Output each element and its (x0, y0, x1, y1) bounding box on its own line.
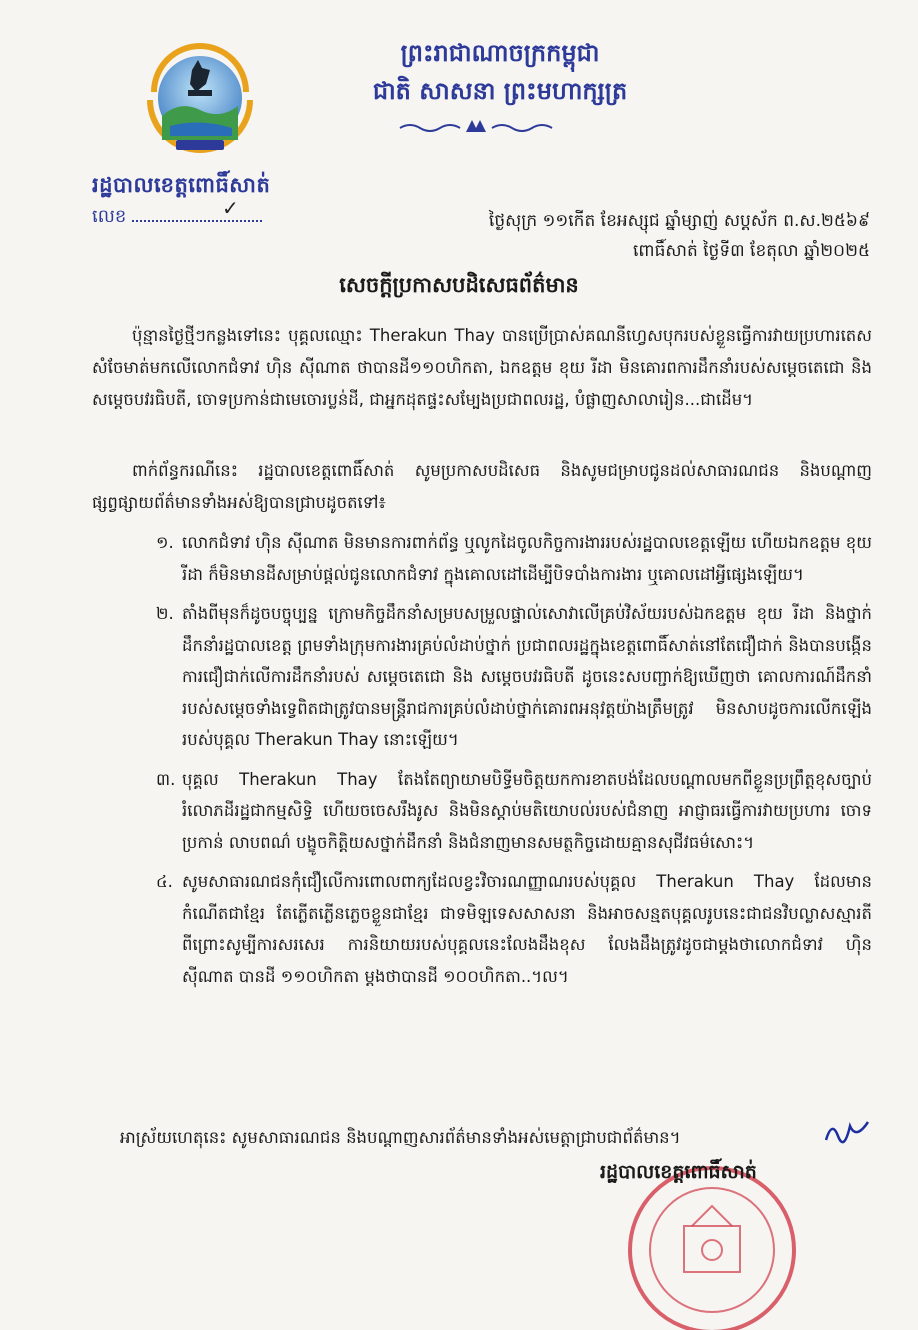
handwritten-checkmark: ✓ (222, 196, 239, 220)
lunar-date: ថ្ងៃសុក្រ ១១កើត ខែអស្សុជ ឆ្នាំម្សាញ់ សប្តស័ក ព.ស.២៥៦៩ (488, 211, 870, 231)
ornament-divider-icon (396, 118, 556, 136)
signing-authority: រដ្ឋបាលខេត្តពោធិ៍សាត់ (600, 1161, 757, 1183)
list-item (92, 764, 872, 859)
list-item-number: ២. (156, 604, 174, 623)
list-item-text: បុគ្គល Therakun Thay តែងតែព្យាយាមបិទ្ធីមចិត្តយកការខាតបង់ដែលបណ្តាលមកពីខ្លួនប្រព្រឹត្តខុសច្បាប់រំលោភដីរដ្ឋជាកម្មសិទ្ធិ ហើយចចេសរឹងរូស និងមិនស្តាប់មតិយោបល់របស់ជំនាញ អាជ្ញាធរធ្វើការវាយប្រហារ ចោទប្រកាន់ លាបពណ៌ បង្ខូចកិត្តិយសថ្នាក់ដឹកនាំ និងជំនាញមានសមត្ថកិច្ចដោយគ្មានសុជីវធម៌សោះ។ (182, 769, 872, 852)
reference-number (92, 196, 262, 231)
national-motto: ជាតិ សាសនា ព្រះមហាក្សត្រ (372, 77, 628, 105)
list-item-text: សូមសាធារណជនកុំជឿលើការពោលពាក្យដែលខ្វះវិចារណញ្ញាណរបស់បុគ្គល Therakun Thay ដែលមានកំណើតជាខ្មែរ តែភ្លើតភ្លើនភ្លេចខ្លួនជាខ្មែរ ជាទមិឡទេសសាសនា និងអាចសន្មតបុគ្គលរូបនេះជាជនវិបល្លាសស្មារតី ពីព្រោះសូម្បីការសរសេរ ការនិយាយរបស់បុគ្គលនេះលែងដឹងខុស លែងដឹងត្រូវដូចជាម្តងថាលោកជំទាវ ហ៊ិន ស៊ីណាត បានដី ១១០ហិកតា ម្តងថាបានដី ១០០ហិកតា..។ល។ (182, 872, 872, 986)
intro-paragraph: ប៉ុន្មានថ្ងៃថ្មីៗកន្លងទៅនេះ បុគ្គលឈ្មោះ Therakun Thay បានប្រើប្រាស់គណនីហ្វេសបុករបស់ខ្លួនធ្វើការវាយប្រហារតេសសំចែមាត់មកលើលោកជំទាវ ហ៊ិន ស៊ីណាត ថាបានដី១១០ហិកតា, ឯកឧត្តម ខុយ រីដា មិនគោរពការដឹកនាំរបស់សម្តេចតេជោ និងសម្តេចបវរធិបតី, ចោទប្រកាន់ជាមេចោរប្លន់ដី, ជាអ្នកដុតផ្ទះសម្បែងប្រជាពលរដ្ឋ, បំផ្លាញសាលារៀន...ជាដើម។ (92, 326, 872, 409)
closing-paragraph: អាស្រ័យហេតុនេះ សូមសាធារណជន និងបណ្តាញសារព័ត៌មានទាំងអស់មេត្តាជ្រាបជាព័ត៌មាន។ (120, 1128, 681, 1147)
kingdom-heading: ព្រះរាជាណាចក្រកម្ពុជា (400, 39, 600, 67)
list-item (92, 866, 872, 992)
document-title: សេចក្តីប្រកាសបដិសេធព័ត៌មាន (339, 273, 579, 297)
list-item-text: លោកជំទាវ ហ៊ិន ស៊ីណាត មិនមានការពាក់ព័ន្ធ ឬលូកដៃចូលកិច្ចការងាររបស់រដ្ឋបាលខេត្តឡើយ ហើយឯកឧត្តម ខុយ រីដា ក៏មិនមានដីសម្រាប់ផ្តល់ជូនលោកជំទាវ ក្នុងគោលដៅដើម្បីបិទបាំងការងារ ឬគោលដៅអ្វីផ្សេងឡើយ។ (182, 533, 872, 584)
list-item-number: ១. (156, 533, 174, 552)
handwritten-signature (822, 1116, 872, 1146)
points-list (92, 527, 872, 1000)
list-item (92, 527, 872, 590)
solar-date: ពោធិ៍សាត់ ថ្ងៃទី៣ ខែតុលា ឆ្នាំ២០២៥ (632, 241, 870, 261)
list-item-number: ៣. (156, 769, 176, 789)
issuing-authority-name: រដ្ឋបាលខេត្តពោធិ៍សាត់ (92, 173, 271, 197)
list-item-text: តាំងពីមុនក៏ដូចបច្ចុប្បន្ន ក្រោមកិច្ចដឹកនាំសម្របសម្រួលផ្ទាល់សោវាលើគ្រប់វិស័យរបស់ឯកឧត្តម ខុយ រីដា និងថ្នាក់ដឹកនាំរដ្ឋបាលខេត្ត ព្រមទាំងក្រុមការងារគ្រប់លំដាប់ថ្នាក់ ប្រជាពលរដ្ឋក្នុងខេត្តពោធិ៍សាត់នៅតែជឿជាក់ និងបានបង្កើនការជឿជាក់លើការដឹកនាំរបស់ សម្តេចតេជោ និង សម្តេចបវរធិបតី ដូចនេះសបញ្ជាក់ឱ្យឃើញថា គោលការណ៍ដឹកនាំរបស់សម្តេចទាំងទ្វេពិតជាត្រូវបានមន្ត្រីរាជការគ្រប់លំដាប់ថ្នាក់គោរពអនុវត្តយ៉ាងត្រឹមត្រូវ មិនសាបដូចការលើកឡើងរបស់បុគ្គល Therakun Thay នោះឡើយ។ (182, 604, 872, 749)
province-logo-icon (140, 40, 260, 160)
reference-blank (132, 196, 262, 222)
statement-paragraph: ពាក់ព័ន្ធករណីនេះ រដ្ឋបាលខេត្តពោធិ៍សាត់ សូមប្រកាសបដិសេធ និងសូមជម្រាបជូនដល់សាធារណជន និងបណ្តាញផ្សព្វផ្សាយព័ត៌មានទាំងអស់ឱ្យបានជ្រាបដូចតទៅ៖ (92, 461, 872, 512)
list-item (92, 598, 872, 756)
list-item-number: ៤. (156, 872, 173, 891)
reference-label: លេខ (92, 206, 127, 227)
